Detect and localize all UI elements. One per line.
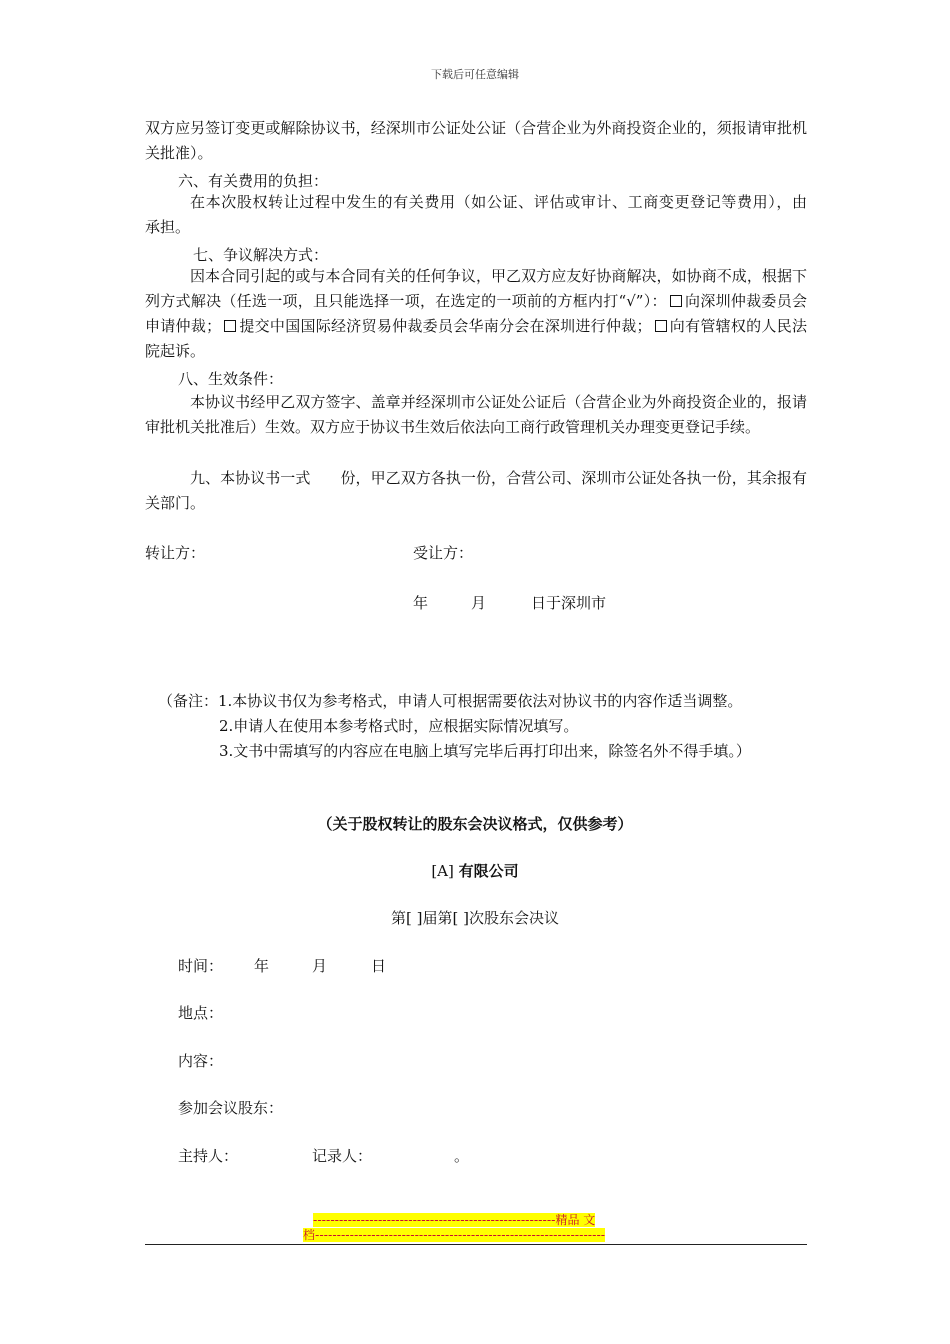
clause-seven-body — [145, 264, 807, 364]
place-label: 地点： — [178, 1004, 224, 1022]
time-year: 年 — [254, 957, 270, 975]
option-people-court: 向有管辖权的人民法院起诉。 — [145, 317, 807, 360]
footer-watermark-line1: --------------------------------------------------------精品 文 — [313, 1213, 596, 1227]
host-label: 主持人： — [178, 1147, 239, 1165]
transferee-label: 受让方： — [413, 544, 474, 562]
clause-six-body: 在本次股权转让过程中发生的有关费用（如公证、评估或审计、工商变更登记等费用），由 承担。 — [145, 193, 898, 236]
recorder-label: 记录人： — [312, 1147, 373, 1165]
company-name: 有限公司 — [458, 862, 519, 880]
clause-nine-body: 九、本协议书一式 份，甲乙双方各执一份，合营公司、深圳市公证处各执一份，其余报有关部门。 — [145, 469, 807, 512]
note-2: 2.申请人在使用本参考格式时，应根据实际情况填写。 — [219, 717, 579, 735]
date-month: 月 — [471, 594, 487, 612]
checkbox-shenzhen-arbitration[interactable] — [670, 295, 682, 307]
note-1: （备注：1.本协议书仅为参考格式，申请人可根据需要依法对协议书的内容作适当调整。 — [158, 692, 743, 710]
date-day-place: 日于深圳市 — [531, 594, 607, 612]
checkbox-people-court[interactable] — [655, 320, 667, 332]
footer-watermark-line2: 档------------------------------------------------------------------- — [303, 1228, 606, 1242]
attendees-label: 参加会议股东： — [178, 1099, 284, 1117]
content-label: 内容： — [178, 1052, 224, 1070]
checkbox-cietac-south-china[interactable] — [224, 320, 236, 332]
company-heading — [0, 860, 950, 881]
end-mark: 。 — [454, 1147, 470, 1165]
clause-seven-title: 七、争议解决方式： — [193, 246, 329, 264]
session-title: 第[ ]届第[ ]次股东会决议 — [391, 909, 559, 927]
clause-five-continuation: 双方应另签订变更或解除协议书，经深圳市公证处公证（合营企业为外商投资企业的，须报请审批机关批准）。 — [145, 119, 807, 162]
time-label: 时间： — [178, 957, 224, 975]
page-header: 下载后可任意编辑 — [431, 68, 519, 81]
company-placeholder: [A] — [431, 862, 454, 880]
transferor-label: 转让方： — [145, 544, 206, 562]
time-month: 月 — [312, 957, 328, 975]
clause-eight-body: 本协议书经甲乙双方签字、盖章并经深圳市公证处公证后（合营企业为外商投资企业的，报请审批机关批准后）生效。双方应于协议书生效后依法向工商行政管理机关办理变更登记手续。 — [145, 393, 807, 436]
clause-six-title: 六、有关费用的负担： — [178, 172, 329, 190]
footer-rule — [145, 1244, 807, 1245]
resolution-caption: （关于股权转让的股东会决议格式，仅供参考） — [317, 815, 633, 833]
note-3: 3.文书中需填写的内容应在电脑上填写完毕后再打印出来，除签名外不得手填。） — [219, 742, 751, 760]
time-day: 日 — [371, 957, 387, 975]
clause-eight-title: 八、生效条件： — [178, 370, 284, 388]
option-shenzhen-arbitration: 向深圳仲裁委员会申请仲裁； — [145, 292, 807, 335]
option-cietac-south-china: 提交中国国际经济贸易仲裁委员会华南分会在深圳进行仲裁； — [239, 317, 652, 335]
clause-seven-intro: 因本合同引起的或与本合同有关的任何争议，甲乙双方应友好协商解决，如协商不成，根据下列方式解决（任选一项，且只能选择一项，在选定的一项前的方框内打“√”）： — [145, 267, 807, 310]
date-year: 年 — [413, 594, 429, 612]
